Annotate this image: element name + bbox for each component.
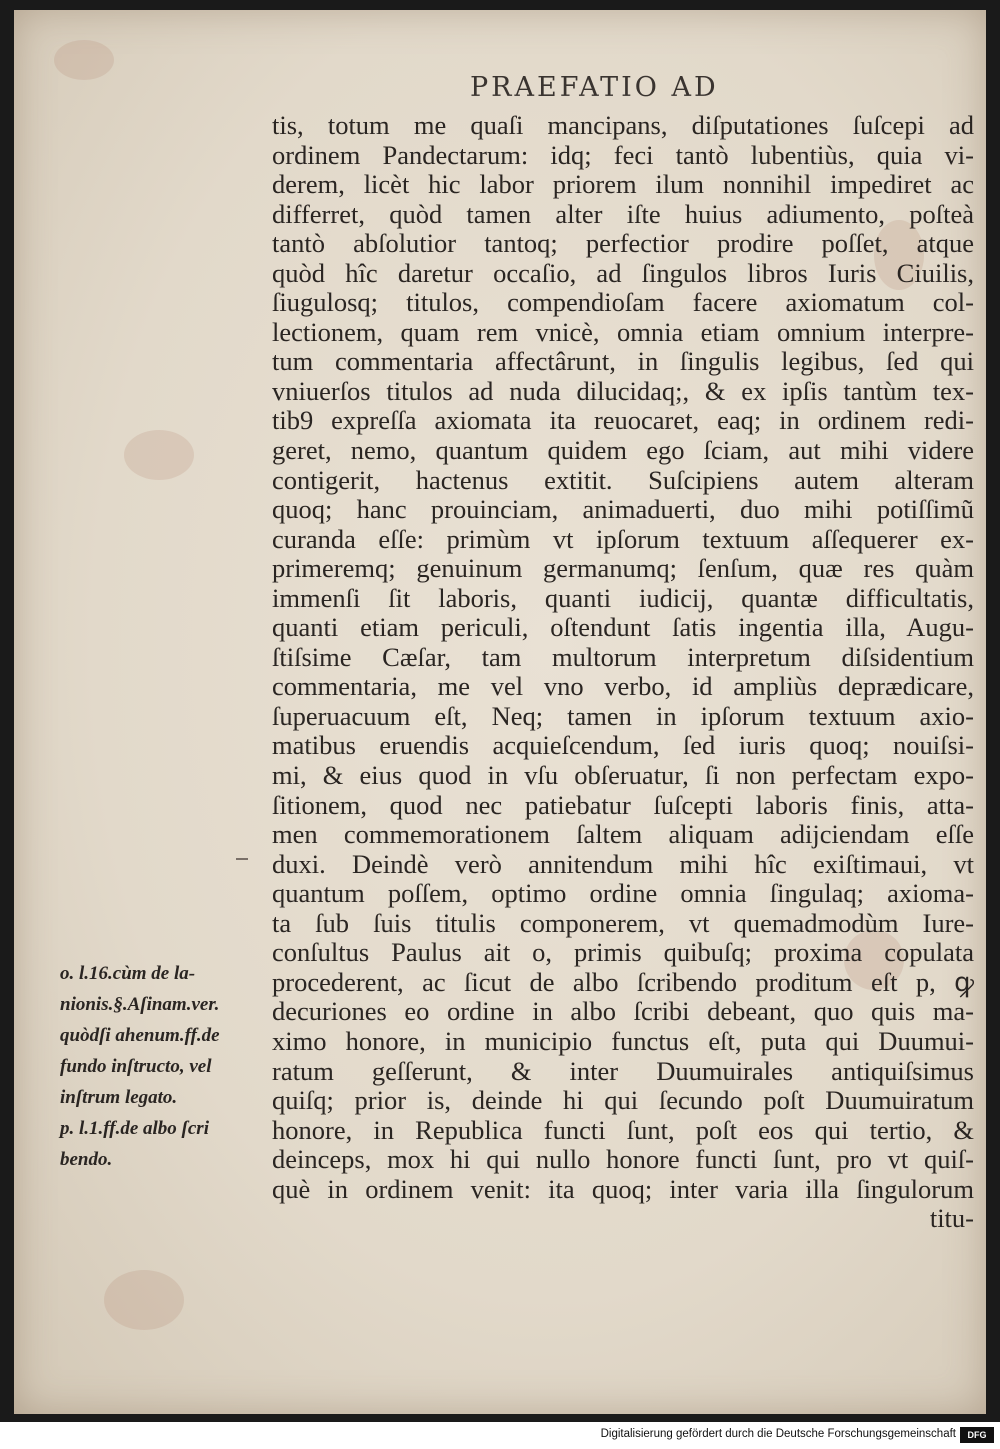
text-line: contigerit, hactenus extitit. Suſcipiens autem alteram [272,464,974,495]
text-line: tib9 expreſſa axiomata ita reuocaret, eaq; in ordinem redi- [272,405,974,436]
text-line: honore, in Republica functi ſunt, poſt eos qui tertio, & [272,1114,974,1145]
text-line: ratum geſſerunt, & inter Duumuirales antiquiſsimus [272,1055,974,1086]
text-line: ta ſub ſuis titulis componerem, vt quemadmodùm Iure- [272,907,974,938]
text-line: ſiugulosq; titulos, compendioſam facere axiomatum col- [272,287,974,318]
text-line: procederent, ac ſicut de albo ſcribendo proditum eſt p, ꝙ [272,966,974,997]
text-line: titu- [929,1203,974,1234]
text-line: ſitionem, quod nec patiebatur ſuſcepti laboris finis, atta- [272,789,974,820]
text-line: duxi. Deindè verò annitendum mihi hîc exiſtimaui, vt [272,848,974,879]
footer-bar [0,1422,1000,1449]
dfg-logo: DFG [960,1427,994,1443]
text-line: vniuerſos titulos ad nuda dilucidaq;, & ex ipſis tantùm tex- [272,375,974,406]
text-line: tum commentaria affectârunt, in ſingulis legibus, ſed qui [272,346,974,377]
text-line: immenſi ſit laboris, quanti iudicij, quantæ difficultatis, [272,582,974,613]
marginal-note-line: bendo. [60,1149,113,1170]
marginal-note-line: quòdſi ahenum.ff.de [60,1025,220,1046]
marginal-note-line: inſtrum legato. [60,1087,178,1108]
text-line: primeremq; genuinum germanumq; ſenſum, quæ res quàm [272,553,974,584]
text-line: matibus eruendis acquieſcendum, ſed iuris quoq; nouiſsi- [272,730,974,761]
text-line: commentaria, me vel vno verbo, id ampliùs deprædicare, [272,671,974,702]
text-line: mi, & eius quod in vſu obſeruatur, ſi non perfectam expo- [272,760,974,791]
marginal-note-line: nionis.§.Aſinam.ver. [60,994,220,1015]
text-line: quantum poſſem, optimo ordine omnia ſingulaq; axioma- [272,878,974,909]
foxing-spot [54,40,114,80]
text-line: quòd hîc daretur occaſio, ad ſingulos libros Iuris Ciuilis, [272,257,974,288]
text-line: deinceps, mox hi qui nullo honore functi ſunt, pro vt quiſ- [272,1144,974,1175]
text-line: ximo honore, in municipio functus eſt, puta qui Duumui- [272,1025,974,1056]
text-line: ſtiſsime Cæſar, tam multorum interpretum diſsidentium [272,641,974,672]
text-line: què in ordinem venit: ita quoq; inter varia illa ſingulorum [272,1173,974,1204]
text-line: curanda eſſe: primùm vt ipſorum textuum aſſequerer ex- [272,523,974,554]
footer-credit: Digitalisierung gefördert durch die Deutsche Forschungsgemeinschaft [600,1428,956,1440]
margin-mark [236,858,248,860]
marginal-note-line: fundo inſtructo, vel [60,1056,212,1077]
running-head: PRAEFATIO AD [470,72,719,103]
text-line: tantò abſolutior tantoq; perfectior prodire poſſet, atque [272,228,974,259]
text-line: ſuperuacuum eſt, Neq; tamen in ipſorum textuum axio- [272,700,974,731]
text-line: decuriones eo ordine in albo ſcribi debeant, quo quis ma- [272,996,974,1027]
marginal-note-line: p. l.1.ff.de albo ſcri [60,1118,209,1139]
text-line: lectionem, quam rem vnicè, omnia etiam omnium interpre- [272,316,974,347]
text-line: conſultus Paulus ait o, primis quibuſq; proxima copulata [272,937,974,968]
body-text [272,111,974,1234]
text-line: men commemorationem ſaltem aliquam adijciendam eſſe [272,819,974,850]
text-line: differret, quòd tamen alter iſte huius adiumento, poſteà [272,198,974,229]
text-line: tis, totum me quaſi mancipans, diſputationes ſuſcepi ad [272,110,974,140]
text-line: ordinem Pandectarum: idq; feci tantò lubentiùs, quia vi- [272,139,974,170]
text-line: derem, licèt hic labor priorem ilum nonnihil impediret ac [272,169,974,200]
text-line: quanti etiam periculi, oſtendunt ſatis ingentia illa, Augu- [272,612,974,643]
foxing-spot [104,1270,184,1330]
marginal-notes [60,958,272,1175]
text-line: quoq; hanc prouinciam, animaduerti, duo mihi potiſſimũ [272,494,974,525]
text-line: quiſq; prior is, deinde hi qui ſecundo poſt Duumuiratum [272,1085,974,1116]
marginal-note-line: o. l.16.cùm de la- [60,963,196,984]
foxing-spot [124,430,194,480]
text-line: geret, nemo, quantum quidem ego ſciam, aut mihi videre [272,435,974,466]
